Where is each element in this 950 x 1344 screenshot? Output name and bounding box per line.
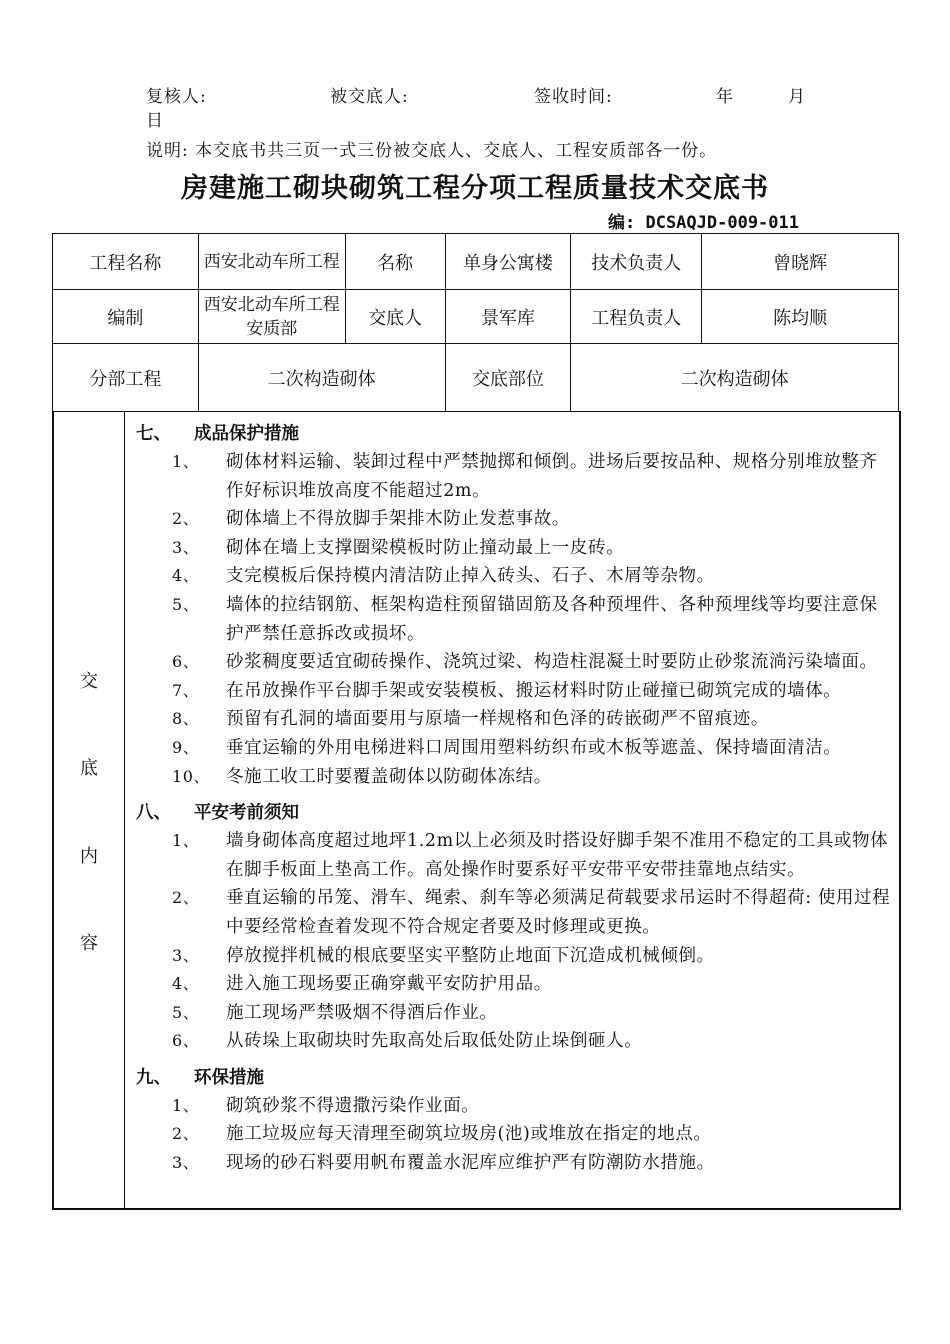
section-heading [136,799,892,827]
item-number: 6、 [172,1031,200,1051]
tech-lead-value: 曾晓辉 [702,234,899,290]
content-box [52,411,901,1210]
item-text: 停放搅拌机械的根底要坚实平整防止地面下沉造成机械倾倒。 [226,945,715,966]
section-gap [136,1056,892,1064]
list-item [136,448,892,505]
item-number: 2、 [172,1124,200,1144]
list-item [136,1092,892,1121]
header-row-1 [53,234,899,290]
side-label-char: 容 [80,933,98,954]
item-text: 支完模板后保持模内清洁防止掉入砖头、石子、木屑等杂物。 [226,566,715,587]
location-value: 二次构造砌体 [571,344,899,412]
list-item [136,884,892,941]
day-label: 日 [146,111,163,131]
tech-lead-label: 技术负责人 [571,234,702,290]
list-item [136,1120,892,1149]
item-number: 1、 [172,1095,200,1115]
section-number: 七、 [136,424,171,444]
eng-lead-label: 工程负责人 [571,290,702,344]
section-number: 九、 [136,1067,171,1088]
list-item [136,763,892,792]
list-item [136,648,892,677]
section-title: 环保措施 [194,1067,264,1088]
item-text: 砌体材料运输、装卸过程中严禁抛掷和倾倒。进场后要按品种、规格分别堆放整齐作好标识堆放高度不能超过2m。 [226,452,878,501]
discloser-value: 景军库 [445,290,571,344]
item-number: 5、 [172,594,200,614]
item-text: 冬施工收工时要覆盖砌体以防砌体冻结。 [226,766,552,787]
section-heading [136,420,892,448]
list-item [136,1027,892,1056]
section-title: 平安考前须知 [194,803,299,824]
list-item [136,705,892,734]
item-text: 施工现场严禁吸烟不得酒后作业。 [226,1002,498,1023]
section-number: 八、 [136,803,171,824]
year-label: 年 [716,87,734,107]
document-code: 编: DCSAQJD-009-011 [608,213,799,233]
list-item [136,677,892,706]
sub-project-value: 二次构造砌体 [198,344,445,412]
list-item [136,591,892,648]
section-heading [136,1064,892,1092]
document-title: 房建施工砌块砌筑工程分项工程质量技术交底书 [181,173,769,204]
section-gap [136,791,892,799]
list-item [136,999,892,1028]
item-text: 墙体的拉结钢筋、框架构造柱预留锚固筋及各种预埋件、各种预埋线等均要注意保护严禁任意拆改或损坏。 [226,594,878,644]
item-number: 1、 [172,452,200,471]
list-item [136,942,892,971]
disclosure-content [136,420,892,1186]
project-name-label: 工程名称 [53,234,199,290]
item-text: 从砖垛上取砌块时先取高处后取低处防止垛倒砸人。 [226,1031,643,1052]
item-number: 3、 [172,537,200,557]
item-text: 现场的砂石料要用帆布覆盖水泥库应维护严有防潮防水措施。 [226,1153,715,1174]
side-label-char: 底 [80,758,98,779]
reviewer-label: 复核人: [146,87,207,107]
item-number: 9、 [172,737,200,757]
sub-project-label: 分部工程 [53,344,199,412]
item-number: 8、 [172,709,200,729]
item-number: 4、 [172,974,200,994]
eng-lead-value: 陈均顺 [702,290,899,344]
compiler-value: 西安北动车所工程安质部 [198,290,345,344]
section-gap [136,1178,892,1186]
item-number: 2、 [172,888,200,908]
project-name-value: 西安北动车所工程 [198,234,345,290]
item-number: 4、 [172,566,200,586]
item-number: 6、 [172,652,200,672]
item-text: 垂宜运输的外用电梯进料口周围用塑料纺织布或木板等遮盖、保持墙面清洁。 [226,737,842,758]
receipt-time-label: 签收时间: [534,87,613,107]
list-item [136,505,892,534]
item-text: 砂浆稠度要适宜砌砖操作、浇筑过梁、构造柱混凝土时要防止砂浆流淌污染墙面。 [226,652,878,673]
side-label-char: 交 [80,671,98,692]
recipient-label: 被交底人: [330,87,409,107]
list-item [136,562,892,591]
item-text: 在吊放操作平台脚手架或安装模板、搬运材料时防止碰撞已砌筑完成的墙体。 [226,680,842,701]
header-table [52,233,899,412]
list-item [136,970,892,999]
name-value: 单身公寓楼 [445,234,571,290]
list-item [136,827,892,884]
side-label-column [54,412,125,1208]
item-text: 墙身砌体高度超过地坪1.2m以上必须及时搭设好脚手架不准用不稳定的工具或物体在脚手板面上垫高工作。高处操作时要系好平安带平安带挂靠地点结实。 [226,831,889,880]
item-text: 砌体墙上不得放脚手架排木防止发惹事故。 [226,509,570,530]
location-label: 交底部位 [445,344,571,412]
list-item [136,534,892,563]
item-text: 施工垃圾应每天清理至砌筑垃圾房(池)或堆放在指定的地点。 [226,1124,712,1145]
compiler-label: 编制 [53,290,199,344]
header-row-3 [53,344,899,412]
item-number: 2、 [172,509,200,529]
item-number: 1、 [172,831,200,851]
item-number: 5、 [172,1002,200,1022]
list-item [136,1149,892,1178]
item-number: 7、 [172,680,200,700]
discloser-label: 交底人 [345,290,445,344]
item-text: 垂直运输的吊笼、滑车、绳索、刹车等必须满足荷载要求吊运时不得超荷: 使用过程中要经常检查着发现不符合规定者要及时修理或更换。 [226,888,891,937]
item-text: 进入施工现场要正确穿戴平安防护用品。 [226,974,552,995]
item-text: 砌筑砂浆不得遗撒污染作业面。 [226,1095,480,1116]
item-number: 10、 [172,766,211,786]
item-text: 预留有孔洞的墙面要用与原墙一样规格和色泽的砖嵌砌严不留痕迹。 [226,709,769,730]
item-text: 砌体在墙上支撑圈梁模板时防止撞动最上一皮砖。 [226,537,625,558]
month-label: 月 [788,87,806,107]
name-label: 名称 [345,234,445,290]
list-item [136,734,892,763]
section-title: 成品保护措施 [194,424,299,444]
note-text: 说明: 本交底书共三页一式三份被交底人、交底人、工程安质部各一份。 [146,141,718,161]
side-label-char: 内 [80,846,98,867]
item-number: 3、 [172,945,200,965]
item-number: 3、 [172,1153,200,1173]
header-row-2 [53,290,899,344]
